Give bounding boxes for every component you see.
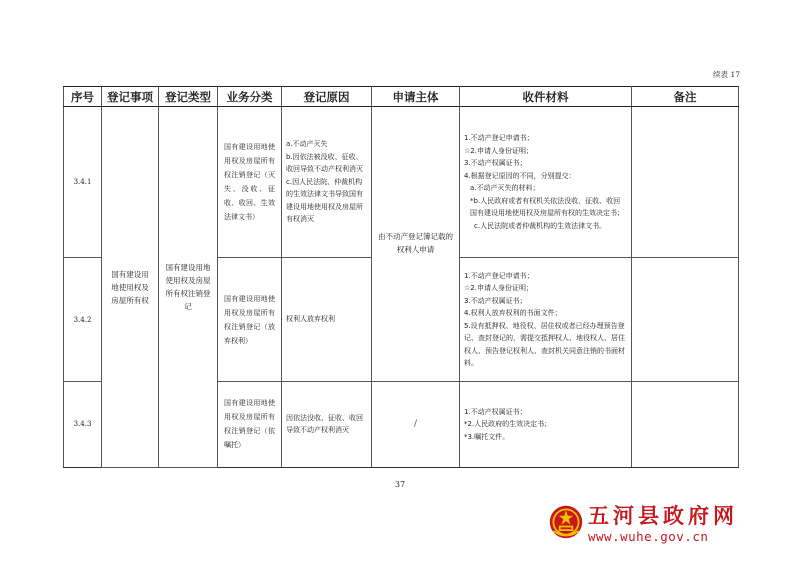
category-cell: 国有建设用地使用权及房屋所有权注销登记（放弃权利） xyxy=(218,258,282,381)
header-row xyxy=(64,87,739,107)
header-cell: 登记类型 xyxy=(159,87,218,107)
note-cell xyxy=(632,381,739,467)
reason-line: 因依法没收、征收、收回导致不动产权利消灭 xyxy=(286,413,363,435)
header-cell: 收件材料 xyxy=(460,87,632,107)
note-cell xyxy=(632,107,739,258)
site-watermark[interactable] xyxy=(548,498,788,548)
seq-cell: 3.4.2 xyxy=(64,258,102,381)
material-line: 5.设有抵押权、地役权、居住权或者已经办理预告登记、查封登记的，需提交抵押权人、地役权人、居住权人、预告登记权利人、查封机关同意注销的书面材料。 xyxy=(464,321,625,368)
materials-cell xyxy=(460,258,632,381)
header-cell: 登记事项 xyxy=(102,87,159,107)
material-line: a.不动产灭失的材料； xyxy=(470,184,540,193)
applicant-cell: / xyxy=(372,381,460,467)
reason-line: 权利人放弃权利 xyxy=(286,315,335,324)
registration-table xyxy=(63,86,739,468)
header-cell: 备注 xyxy=(632,87,739,107)
reason-line: a.不动产灭失 xyxy=(286,140,328,149)
material-line: 4.根据登记原因的不同，分别提交： xyxy=(464,171,576,180)
seq-cell: 3.4.3 xyxy=(64,381,102,467)
header-cell: 序号 xyxy=(64,87,102,107)
header-cell: 登记原因 xyxy=(282,87,372,107)
material-line: 3.不动产权属证书； xyxy=(464,296,527,305)
material-line: 4.权利人放弃权利的书面文件； xyxy=(464,309,562,318)
reason-line: c.因人民法院、仲裁机构的生效法律文书导致国有建设用地使用权及房屋所有权消灭 xyxy=(286,177,363,224)
reason-cell xyxy=(282,258,372,381)
page-number: 37 xyxy=(394,480,406,489)
material-line: *b.人民政府或者有权机关依法没收、征收、收回国有建设用地使用权及房屋所有权的生效决定书； xyxy=(470,196,624,218)
material-line: *3.嘱托文件。 xyxy=(464,432,510,441)
material-line: c.人民法院或者仲裁机构的生效法律文书。 xyxy=(474,221,607,230)
material-line: 3.不动产权属证书； xyxy=(464,159,527,168)
registration-item-cell: 国有建设用地使用权及房屋所有权 xyxy=(102,107,159,468)
header-cell: 业务分类 xyxy=(218,87,282,107)
continuation-label: 续表 17 xyxy=(713,70,740,79)
seq-cell: 3.4.1 xyxy=(64,107,102,258)
applicant-cell: 由不动产登记簿记载的权利人申请 xyxy=(372,107,460,382)
reason-cell xyxy=(282,381,372,467)
material-line: *2.人民政府的生效决定书； xyxy=(464,420,552,429)
reason-line: b.因依法被没收、征收、收回导致不动产权利消灭 xyxy=(286,152,363,174)
note-cell xyxy=(632,258,739,381)
category-cell: 国有建设用地使用权及房屋所有权注销登记（依嘱托） xyxy=(218,381,282,467)
national-emblem-icon xyxy=(548,504,584,540)
materials-cell xyxy=(460,107,632,258)
watermark-title: 五河县政府网 xyxy=(588,504,738,528)
material-line: ☆2.申请人身份证明； xyxy=(464,146,533,155)
category-cell: 国有建设用地使用权及房屋所有权注销登记（灭失、没收、征收、收回、生效法律文书） xyxy=(218,107,282,258)
material-line: 1.不动产登记申请书； xyxy=(464,271,534,280)
table-row xyxy=(64,107,739,258)
materials-cell xyxy=(460,381,632,467)
header-cell: 申请主体 xyxy=(372,87,460,107)
material-line: 1.不动产权属证书； xyxy=(464,407,527,416)
material-line: ☆2.申请人身份证明； xyxy=(464,284,533,293)
reason-cell xyxy=(282,107,372,258)
registration-type-cell: 国有建设用地使用权及房屋所有权注销登记 xyxy=(159,107,218,468)
material-line: 1.不动产登记申请书； xyxy=(464,134,534,143)
watermark-url[interactable]: www.wuhe.gov.cn xyxy=(588,529,709,544)
